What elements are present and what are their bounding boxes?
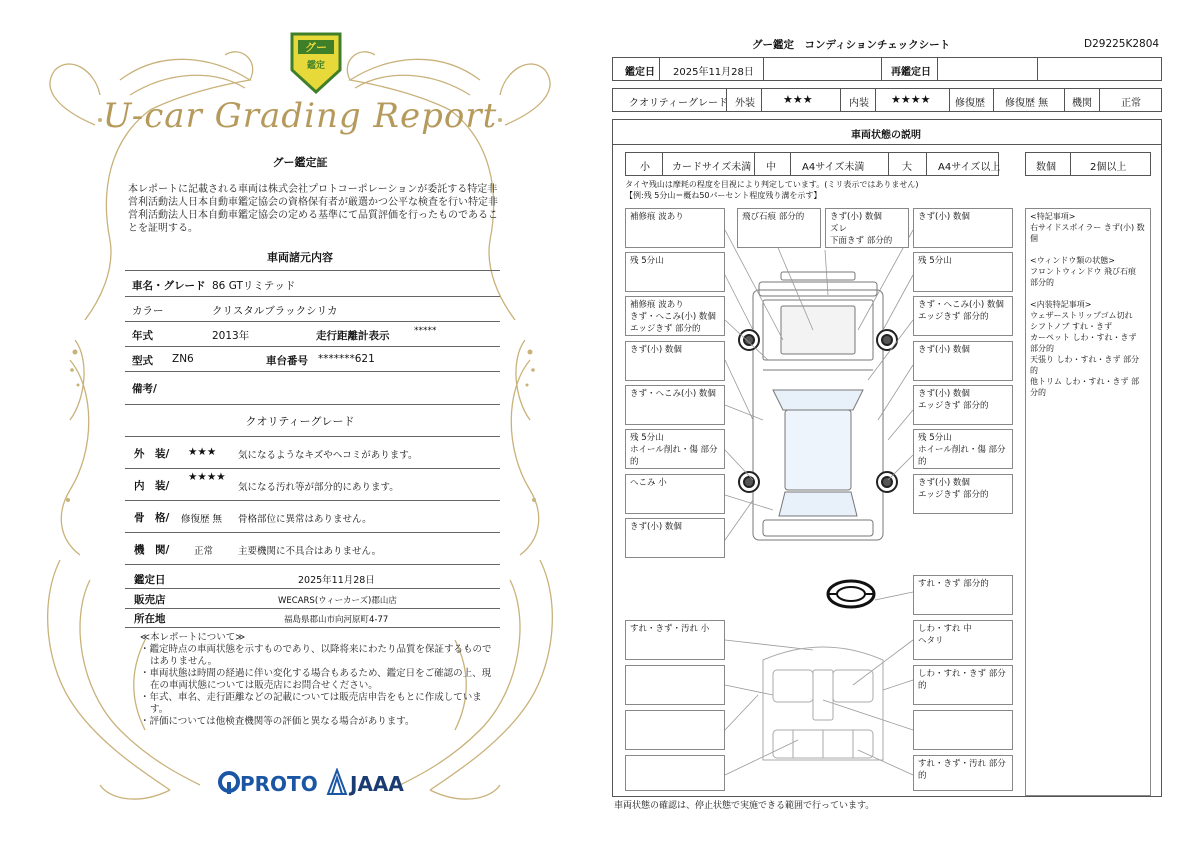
svg-text:グー: グー [305, 41, 327, 54]
engine-value: 正常 [1121, 98, 1141, 109]
cell-divider [840, 89, 841, 111]
mileage-label: 走行距離計表示 [316, 330, 390, 342]
damage-note-quarter-left: へこみ 小 [625, 474, 725, 514]
divider [125, 371, 500, 372]
tire-note-rear-right: 残 5分山 ホイール削れ・傷 部分的 [913, 429, 1013, 469]
divider [125, 321, 500, 322]
special-notes: <特記事項> 右サイドスポイラー きず(小) 数個 <ウィンドウ類の状態> フロントウィンドウ 飛び石痕 部分的 <内装特記事項> ウェザーストリップゴム切れ シフトノブ すれ・きず カーペット しわ・すれ・きず 部分的 天張り しわ・すれ・きず 部分的 他トリム しわ・すれ・きず 部分的 [1025, 208, 1151, 796]
date-value: 2025年11月28日 [673, 67, 754, 78]
note-item: ・鑑定時点の車両状態を示すものであり、以降将来にわたり品質を保証するものではありません。 [140, 644, 492, 667]
cell-divider [761, 89, 762, 111]
date-label: 鑑定日 [625, 67, 655, 78]
frame-desc: 骨格部位に異常はありません。 [238, 514, 372, 525]
note-item: ・評価については他検査機関等の評価と異なる場合があります。 [140, 716, 415, 727]
year-value: 2013年 [212, 330, 250, 342]
chassis-value: *******621 [318, 353, 375, 365]
frame-value: 修復歴 無 [181, 514, 223, 525]
name-label: 車名・グレード [132, 280, 206, 292]
cell-divider [881, 58, 882, 80]
interior-note-empty [913, 710, 1013, 750]
divider [125, 468, 500, 469]
engine-label: 機 関/ [134, 544, 170, 556]
jaaa-logo-text: JAAA [350, 772, 404, 796]
legend-large-desc: A4サイズ以上 [938, 162, 1001, 173]
tire-note-front-left: 残 5分山 [625, 252, 725, 292]
frame-label: 骨 格/ [134, 512, 170, 524]
redate-label: 再鑑定日 [891, 67, 931, 78]
chassis-label: 車台番号 [266, 355, 308, 367]
legend-mid: 中 [766, 162, 776, 173]
report-title: U-car Grading Report [102, 96, 498, 136]
damage-note-front-right: きず(小) 数個 [913, 208, 1013, 248]
count-value: 2個以上 [1090, 162, 1127, 173]
year-label: 年式 [132, 330, 153, 342]
car-interior-diagram [753, 640, 893, 770]
cell-divider [1099, 89, 1100, 111]
tire-example: 【例:残 5分山＝概ね50パーセント程度残り溝を示す】 [625, 191, 822, 200]
exterior-stars: ★★★ [188, 446, 217, 458]
interior-note-empty [625, 755, 725, 791]
sheet-title: グー鑑定 コンディションチェックシート [752, 39, 951, 51]
damage-note-door-left-rear: きず・へこみ(小) 数個 [625, 385, 725, 425]
proto-logo-icon [218, 770, 240, 794]
engine-label: 機関 [1072, 98, 1092, 109]
shop-value: WECARS(ウィーカーズ)郡山店 [278, 596, 397, 606]
notes-title: ≪本レポートについて≫ [140, 632, 246, 643]
cell-divider [993, 89, 994, 111]
cell-divider [875, 89, 876, 111]
int-stars: ★★★★ [891, 93, 931, 106]
damage-note-fender-right: きず・へこみ(小) 数個 エッジきず 部分的 [913, 296, 1013, 336]
divider [125, 404, 500, 405]
repair-label: 修復歴 [955, 98, 985, 109]
tire-note: タイヤ残山は摩耗の程度を目視により判定しています。(ミリ表示ではありません) [625, 180, 919, 189]
damage-note-fender-left: 補修痕 波あり きず・へこみ(小) 数個 エッジきず 部分的 [625, 296, 725, 336]
certificate-intro: 本レポートに記載される車両は株式会社プロトコーポレーションが委託する特定非営利活動法人日本自動車鑑定協会の資格保有者が厳選かつ公平な検査を行い特定非営利活動法人日本自動車鑑定協会の定める基準にて品質評価を行ったものであることを証明する。 [128, 184, 498, 234]
color-label: カラー [132, 305, 164, 317]
damage-note-quarter-right: きず(小) 数個 エッジきず 部分的 [913, 474, 1013, 514]
ext-label: 外装 [735, 98, 755, 109]
tire-note-front-right: 残 5分山 [913, 252, 1013, 292]
divider [125, 270, 500, 271]
damage-note-door-right-front: きず(小) 数個 [913, 341, 1013, 381]
mileage-value: ***** [414, 326, 437, 336]
divider [125, 627, 500, 628]
certificate-subtitle: グー鑑定証 [272, 156, 328, 169]
color-value: クリスタルブラックシリカ [212, 305, 338, 317]
exterior-desc: 気になるようなキズやヘコミがあります。 [238, 450, 418, 461]
cell-divider [1037, 58, 1038, 80]
interior-note-rear-seat: すれ・きず・汚れ 部分的 [913, 755, 1013, 791]
divider [125, 346, 500, 347]
damage-note-windshield: 飛び石痕 部分的 [737, 208, 821, 248]
svg-text:鑑定: 鑑定 [306, 61, 326, 71]
date-label: 鑑定日 [134, 574, 166, 586]
condition-panel [612, 119, 1162, 797]
cell-divider [726, 89, 727, 111]
doc-id: D29225K2804 [1084, 38, 1160, 50]
legend-mid-desc: A4サイズ未満 [802, 162, 865, 173]
damage-note-door-left-front: きず(小) 数個 [625, 341, 725, 381]
divider [125, 296, 500, 297]
model-label: 型式 [132, 355, 153, 367]
damage-note-front-bumper: きず(小) 数個 ズレ 下面きず 部分的 [825, 208, 909, 248]
exterior-label: 外 装/ [134, 448, 170, 460]
interior-note-dashboard: すれ・きず・汚れ 小 [625, 620, 725, 660]
int-label: 内装 [849, 98, 869, 109]
interior-desc: 気になる汚れ等が部分的にあります。 [238, 482, 399, 493]
interior-note-empty [625, 710, 725, 750]
sheet-footer: 車両状態の確認は、停止状態で実施できる範囲で行っています。 [614, 801, 875, 811]
divider [125, 608, 500, 609]
cell-divider [763, 58, 764, 80]
legend-small: 小 [640, 162, 650, 173]
legend-small-desc: カードサイズ未満 [672, 162, 752, 173]
cell-divider [659, 58, 660, 80]
tire-note-rear-left: 残 5分山 ホイール削れ・傷 部分的 [625, 429, 725, 469]
interior-note-steering: すれ・きず 部分的 [913, 575, 1013, 615]
interior-note-carpet: しわ・すれ・きず 部分的 [913, 665, 1013, 705]
address-label: 所在地 [134, 613, 166, 625]
shop-label: 販売店 [134, 594, 166, 606]
damage-note-door-right-rear: きず(小) 数個 エッジきず 部分的 [913, 385, 1013, 425]
report-notes [140, 632, 500, 728]
remarks-label: 備考/ [132, 383, 157, 395]
damage-note-front-left: 補修痕 波あり [625, 208, 725, 248]
repair-value: 修復歴 無 [1005, 98, 1049, 109]
cell-divider [937, 58, 938, 80]
cell-divider [949, 89, 950, 111]
steering-wheel-icon [825, 578, 877, 610]
note-item: ・車両状態は時間の経過に伴い変化する場合もあるため、鑑定日をご確認の上、現在の車両状態については販売店にお問合せください。 [140, 668, 492, 691]
legend-large: 大 [902, 162, 912, 173]
interior-stars: ★★★★ [188, 471, 226, 483]
model-value: ZN6 [172, 353, 194, 365]
divider [125, 500, 500, 501]
engine-value: 正常 [194, 546, 214, 557]
divider [125, 436, 500, 437]
divider [125, 532, 500, 533]
address-value: 福島県郡山市向河原町4-77 [284, 615, 389, 625]
name-value: 86 GTリミテッド [212, 280, 296, 292]
date-value: 2025年11月28日 [298, 575, 375, 586]
section-title: 車両状態の説明 [851, 130, 921, 141]
divider [125, 564, 500, 565]
jaaa-logo-icon [326, 768, 348, 796]
condition-check-sheet [600, 0, 1200, 848]
count-label: 数個 [1036, 162, 1056, 173]
grade-label: クオリティーグレード [629, 98, 728, 109]
interior-note-empty [625, 665, 725, 705]
interior-note-driver-seat: しわ・すれ 中 ヘタリ [913, 620, 1013, 660]
proto-logo-text: PROTO [240, 772, 318, 796]
engine-desc: 主要機関に不具合はありません。 [238, 546, 382, 557]
damage-note-rear-left: きず(小) 数個 [625, 518, 725, 558]
date-row [612, 57, 1162, 81]
interior-label: 内 装/ [134, 480, 170, 492]
goo-kantei-badge-icon [288, 30, 344, 94]
grade-row [612, 88, 1162, 112]
ext-stars: ★★★ [783, 93, 813, 106]
quality-heading: クオリティーグレード [245, 415, 355, 428]
spec-heading: 車両諸元内容 [267, 251, 333, 264]
divider [125, 588, 500, 589]
note-item: ・年式、車名、走行距離などの記載については販売店申告をもとに作成しています。 [140, 692, 482, 715]
cell-divider [1064, 89, 1065, 111]
